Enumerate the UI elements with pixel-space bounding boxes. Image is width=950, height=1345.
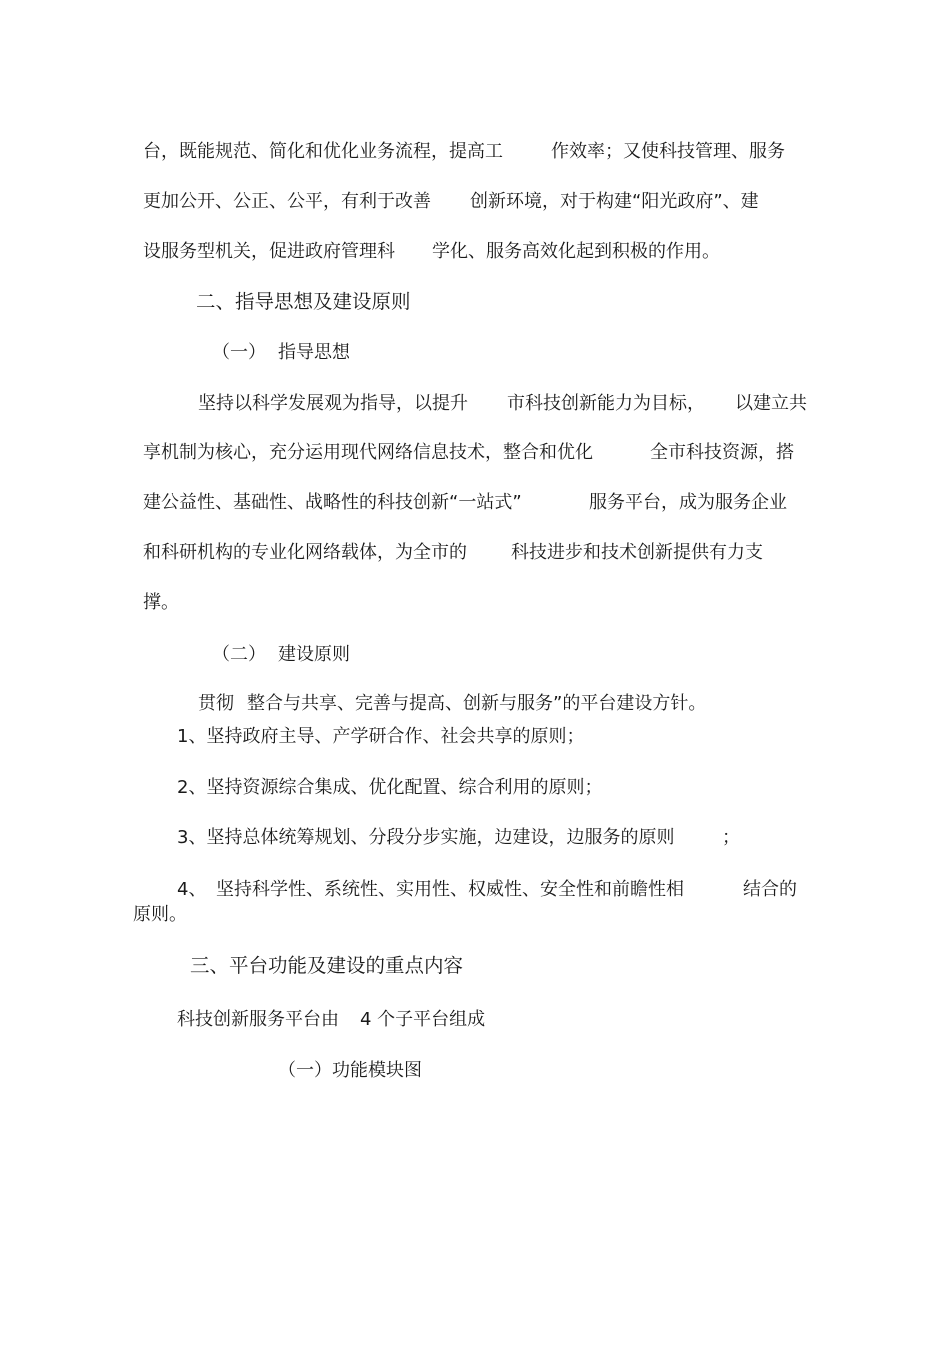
- subsection-number: （一）: [212, 342, 266, 363]
- text-segment: 3、坚持总体统筹规划、分段分步实施，边建设，边服务的原则: [177, 827, 675, 848]
- text-segment: 全市科技资源，搭: [650, 442, 794, 463]
- section-heading: 三、平台功能及建设的重点内容: [190, 954, 464, 977]
- subsection-title: 建设原则: [278, 644, 350, 665]
- subsection-number: （二）: [212, 644, 266, 665]
- text-segment: 台，既能规范、简化和优化业务流程，提高工: [143, 141, 503, 162]
- text-segment: 学化、服务高效化起到积极的作用。: [432, 241, 720, 262]
- text-segment: 原则。: [133, 904, 187, 925]
- subsection-heading: （一）功能模块图: [278, 1060, 422, 1081]
- text-segment: 4 个子平台组成: [360, 1009, 486, 1030]
- text-segment: 科技创新服务平台由: [177, 1009, 339, 1030]
- text-segment: 以建立共: [735, 393, 807, 414]
- list-number: 4、: [177, 879, 207, 900]
- text-segment: 建公益性、基础性、战略性的科技创新“一站式”: [143, 492, 522, 513]
- text-segment: 更加公开、公正、公平，有利于改善: [143, 191, 431, 212]
- text-segment: 结合的: [743, 879, 797, 900]
- text-segment: 撑。: [143, 592, 179, 613]
- text-segment: 科技进步和技术创新提供有力支: [511, 542, 763, 563]
- text-segment: 坚持以科学发展观为指导，以提升: [198, 393, 468, 414]
- text-segment: 坚持科学性、系统性、实用性、权威性、安全性和前瞻性相: [216, 879, 684, 900]
- list-item: 2、坚持资源综合集成、优化配置、综合利用的原则；: [177, 777, 603, 798]
- text-segment: ；: [722, 827, 740, 848]
- list-item: 1、坚持政府主导、产学研合作、社会共享的原则；: [177, 726, 585, 747]
- section-heading: 二、指导思想及建设原则: [196, 290, 411, 313]
- text-segment: 贯彻: [198, 693, 234, 714]
- text-segment: 和科研机构的专业化网络载体，为全市的: [143, 542, 467, 563]
- text-segment: 设服务型机关，促进政府管理科: [143, 241, 395, 262]
- text-segment: 创新环境，对于构建“阳光政府”、建: [470, 191, 759, 212]
- text-segment: 市科技创新能力为目标，: [507, 393, 705, 414]
- subsection-title: 指导思想: [278, 342, 350, 363]
- text-segment: 整合与共享、完善与提高、创新与服务”的平台建设方针。: [247, 693, 707, 714]
- text-segment: 作效率；又使科技管理、服务: [551, 141, 785, 162]
- text-segment: 享机制为核心，充分运用现代网络信息技术，整合和优化: [143, 442, 593, 463]
- text-segment: 服务平台，成为服务企业: [589, 492, 787, 513]
